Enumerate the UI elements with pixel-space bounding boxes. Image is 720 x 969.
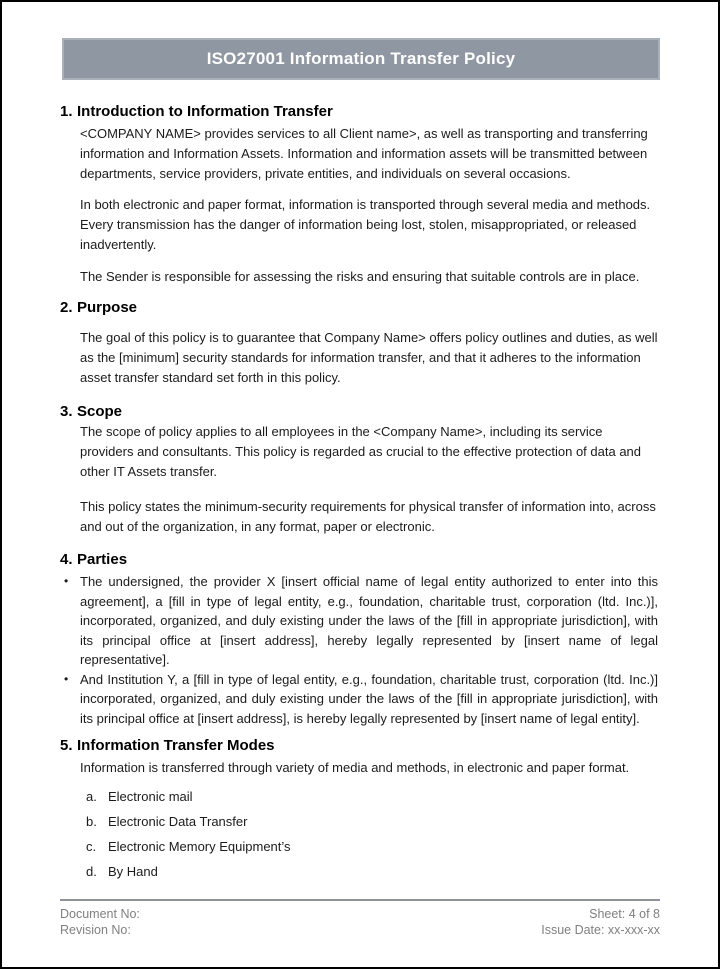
section-number: 4. xyxy=(60,551,73,568)
list-text: Electronic Memory Equipment’s xyxy=(108,839,291,854)
section-number: 5. xyxy=(60,737,73,754)
section-title: Scope xyxy=(77,403,123,420)
issue-date-label: Issue Date: xx-xxx-xx xyxy=(541,923,660,937)
list-item xyxy=(86,863,658,881)
list-item xyxy=(86,838,658,856)
lettered-list xyxy=(86,788,658,881)
section-heading-parties xyxy=(60,550,658,569)
page-title: ISO27001 Information Transfer Policy xyxy=(206,49,516,68)
paragraph: The scope of policy applies to all employees in the <Company Name>, including its service providers and consultants. This policy is regarded as crucial to the effective protection of data and other IT Assets transfer. xyxy=(80,424,642,479)
bullet-list xyxy=(60,572,658,728)
list-text: Electronic mail xyxy=(108,789,193,804)
list-item xyxy=(86,813,658,831)
title-banner xyxy=(62,38,660,80)
bullet-marker: • xyxy=(64,574,69,588)
page-footer xyxy=(60,899,660,938)
list-text: Electronic Data Transfer xyxy=(108,814,248,829)
paragraph: The Sender is responsible for assessing the risks and ensuring that suitable controls are in place. xyxy=(80,269,640,284)
bullet-text: And Institution Y, a [fill in type of legal entity, e.g., foundation, charitable trust, corporation (ltd. Inc.)] incorporated, organized, and duly existing under the laws of the [fill in appropriate jurisdiction], with its principal office at [insert address], is hereby legally represented by [insert name of legal entity]. xyxy=(80,671,658,726)
section-title: Introduction to Information Transfer xyxy=(77,103,333,120)
paragraph: Information is transferred through variety of media and methods, in electronic and paper format. xyxy=(80,760,630,775)
section-title: Parties xyxy=(77,551,128,568)
section-heading-scope xyxy=(60,402,658,421)
section-number: 2. xyxy=(60,299,73,316)
list-marker: c. xyxy=(86,839,97,854)
paragraph: <COMPANY NAME> provides services to all Client name>, as well as transporting and transferring information and Information Assets. Information and information assets will be transmitted between departments, service providers, private entities, and individuals on several occasions. xyxy=(80,126,648,181)
list-text: By Hand xyxy=(108,864,158,879)
revision-no-label: Revision No: xyxy=(60,923,131,937)
list-marker: d. xyxy=(86,864,97,879)
footer-left xyxy=(60,906,140,938)
bullet-text: The undersigned, the provider X [insert official name of legal entity authorized to enter into this agreement], a [fill in type of legal entity, e.g., foundation, charitable trust, corporation (ltd. Inc.)], incorporated, organized, and duly existing under the laws of the [fill in appropriate jurisdiction], with its principal office at [insert address], hereby legally represented by [insert name of legal representative]. xyxy=(80,574,658,667)
document-body xyxy=(2,102,718,881)
list-marker: b. xyxy=(86,814,97,829)
section-heading-purpose xyxy=(60,298,658,317)
paragraph: This policy states the minimum-security requirements for physical transfer of information into, across and out of the organization, in any format, paper or electronic. xyxy=(80,499,656,534)
footer-right xyxy=(541,906,660,938)
bullet-item xyxy=(60,670,658,729)
section-heading-transfer-modes xyxy=(60,736,658,755)
paragraph: In both electronic and paper format, information is transported through several media and methods. Every transmission has the danger of information being lost, stolen, misappropriated, or released inadvertently. xyxy=(80,197,651,252)
section-title: Information Transfer Modes xyxy=(77,737,275,754)
paragraph: The goal of this policy is to guarantee that Company Name> offers policy outlines and duties, as well as the [minimum] security standards for information transfer, and that it adheres to the information asset transfer standard set forth in this policy. xyxy=(80,330,658,385)
section-number: 3. xyxy=(60,403,73,420)
section-heading-introduction xyxy=(60,102,658,121)
section-title: Purpose xyxy=(77,299,138,316)
document-no-label: Document No: xyxy=(60,907,140,921)
bullet-item xyxy=(60,572,658,670)
list-item xyxy=(86,788,658,806)
list-marker: a. xyxy=(86,789,97,804)
section-number: 1. xyxy=(60,103,73,120)
bullet-marker: • xyxy=(64,671,69,686)
sheet-label: Sheet: 4 of 8 xyxy=(589,907,660,921)
